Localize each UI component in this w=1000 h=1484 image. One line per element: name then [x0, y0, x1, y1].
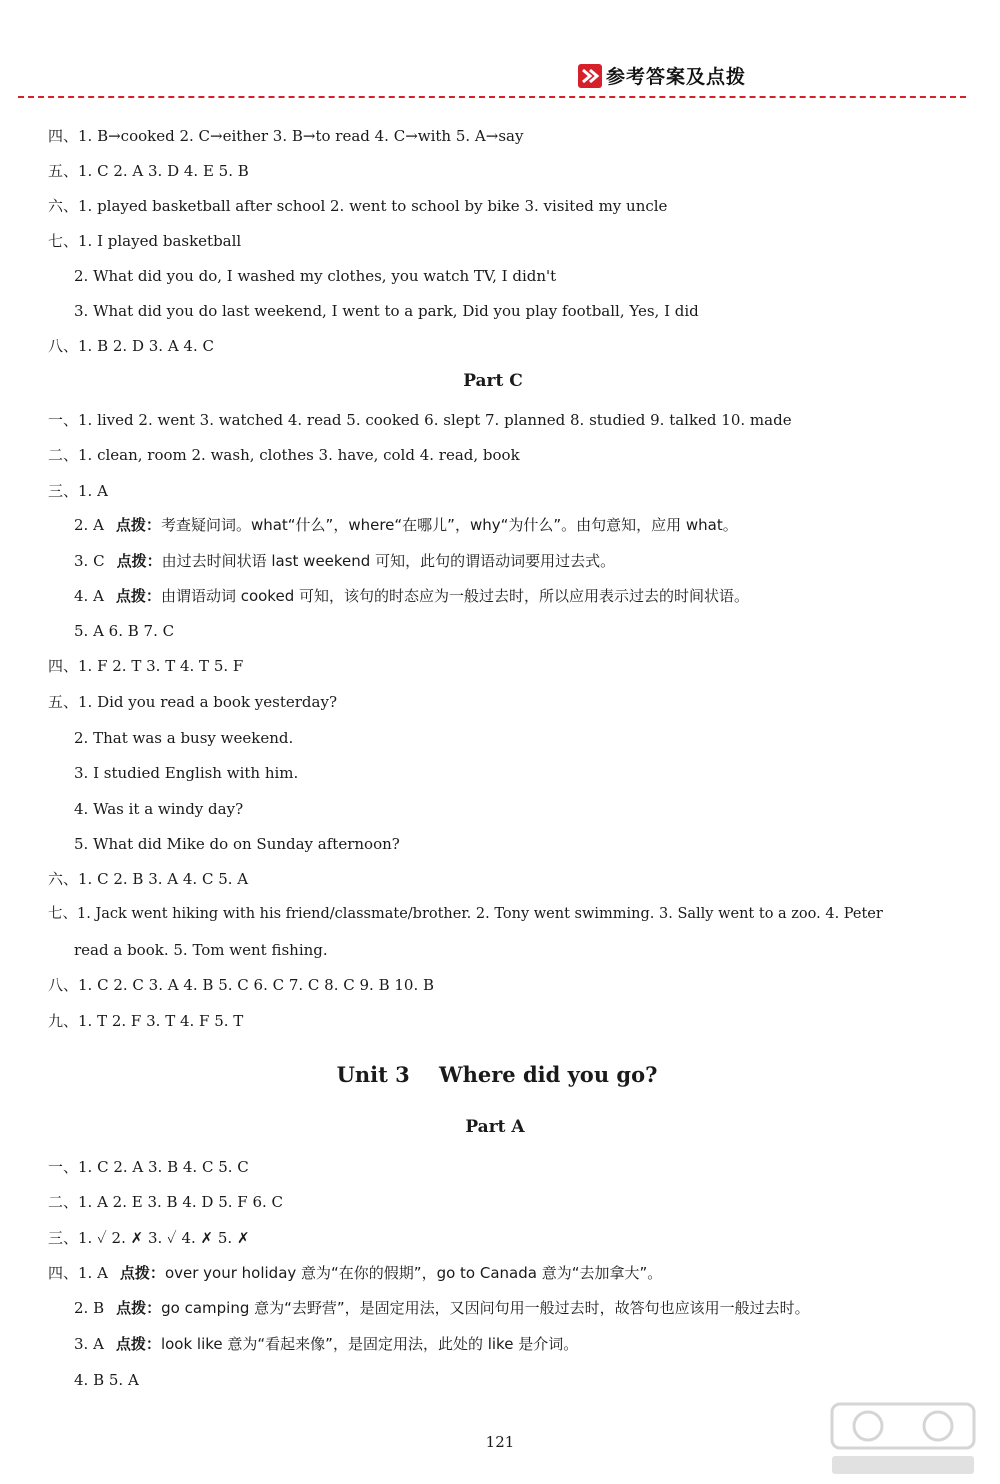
answer-line: 5. What did Mike do on Sunday afternoon?: [74, 835, 400, 853]
answer-line: 一、1. lived 2. went 3. watched 4. read 5. cooked 6. slept 7. planned 8. studied 9. talked 10. made: [48, 411, 792, 429]
answer-line: 3. What did you do last weekend, I went to a park, Did you play football, Yes, I did: [74, 302, 699, 320]
tip-label: 点拨：: [116, 1299, 162, 1317]
unit-heading: Unit 3 Where did you go?: [336, 1062, 658, 1087]
answer-line: 六、1. played basketball after school 2. went to school by bike 3. visited my uncle: [48, 197, 668, 215]
answer-line: 4. Was it a windy day?: [74, 800, 244, 818]
section-heading: Part A: [465, 1117, 525, 1137]
tip-label: 点拨：: [119, 1264, 165, 1282]
answer-line: 八、1. B 2. D 3. A 4. C: [48, 337, 214, 355]
answer-line: 九、1. T 2. F 3. T 4. F 5. T: [48, 1012, 244, 1030]
answer-number: 2. B: [74, 1299, 105, 1317]
answer-number: 4. A: [74, 587, 104, 605]
watermark-logo: [828, 1400, 978, 1478]
tip-text: over your holiday 意为“在你的假期”，go to Canada 意为“去加拿大”。: [164, 1264, 663, 1282]
answer-line: 七、1. Jack went hiking with his friend/classmate/brother. 2. Tony went swimming. 3. Sally went to a zoo. 4. Peter: [48, 906, 883, 922]
arrow-right-icon: [578, 64, 602, 88]
answer-line: 2. What did you do, I washed my clothes, you watch TV, I didn't: [74, 267, 557, 285]
tip-line: [48, 1263, 662, 1283]
answer-line: 四、1. F 2. T 3. T 4. T 5. F: [48, 657, 244, 675]
answer-number: 2. A: [74, 516, 104, 534]
answer-line: 八、1. C 2. C 3. A 4. B 5. C 6. C 7. C 8. C 9. B 10. B: [48, 976, 435, 994]
answer-line: 三、1. ✓ 2. ✗ 3. ✓ 4. ✗ 5. ✗: [48, 1229, 250, 1247]
answer-line: 二、1. A 2. E 3. B 4. D 5. F 6. C: [48, 1193, 284, 1211]
answer-number: 3. A: [74, 1335, 104, 1353]
answer-line: 二、1. clean, room 2. wash, clothes 3. have, cold 4. read, book: [48, 446, 520, 464]
answer-number: 3. C: [74, 552, 105, 570]
tip-text: 考查疑问词。what“什么”，where“在哪儿”，why“为什么”。由句意知，应用 what。: [160, 516, 738, 534]
answer-line: 六、1. C 2. B 3. A 4. C 5. A: [48, 870, 249, 888]
tip-label: 点拨：: [116, 552, 162, 570]
answer-line: 五、1. C 2. A 3. D 4. E 5. B: [48, 162, 249, 180]
tip-line: [74, 515, 738, 535]
answer-line: 4. B 5. A: [74, 1371, 139, 1389]
section-heading: Part C: [463, 371, 523, 391]
header-divider: [18, 96, 966, 98]
answer-number: 四、1. A: [48, 1264, 108, 1282]
answer-line: 2. That was a busy weekend.: [74, 729, 294, 747]
tip-label: 点拨：: [115, 516, 161, 534]
answer-line: 七、1. I played basketball: [48, 232, 242, 250]
tip-line: [74, 1298, 810, 1318]
tip-line: [74, 1334, 578, 1354]
answer-line: 五、1. Did you read a book yesterday?: [48, 693, 337, 711]
tip-line: [74, 551, 615, 571]
tip-label: 点拨：: [115, 587, 161, 605]
tip-text: 由过去时间状语 last weekend 可知，此句的谓语动词要用过去式。: [161, 552, 616, 570]
answer-line: 三、1. A: [48, 482, 108, 500]
tip-line: [74, 586, 749, 606]
tip-label: 点拨：: [115, 1335, 161, 1353]
answer-line: 四、1. B→cooked 2. C→either 3. B→to read 4. C→with 5. A→say: [48, 127, 524, 145]
answer-line: read a book. 5. Tom went fishing.: [74, 941, 328, 959]
answer-line: 5. A 6. B 7. C: [74, 622, 175, 640]
tip-text: 由谓语动词 cooked 可知，该句的时态应为一般过去时，所以应用表示过去的时间状语。: [160, 587, 749, 605]
answer-line: 3. I studied English with him.: [74, 764, 299, 782]
header-title: 参考答案及点拨: [606, 66, 747, 88]
tip-text: look like 意为“看起来像”，是固定用法，此处的 like 是介词。: [160, 1335, 579, 1353]
tip-text: go camping 意为“去野营”，是固定用法，又因问句用一般过去时，故答句也应该用一般过去时。: [161, 1299, 810, 1317]
answer-line: 一、1. C 2. A 3. B 4. C 5. C: [48, 1158, 249, 1176]
page-number: 121: [485, 1433, 515, 1451]
